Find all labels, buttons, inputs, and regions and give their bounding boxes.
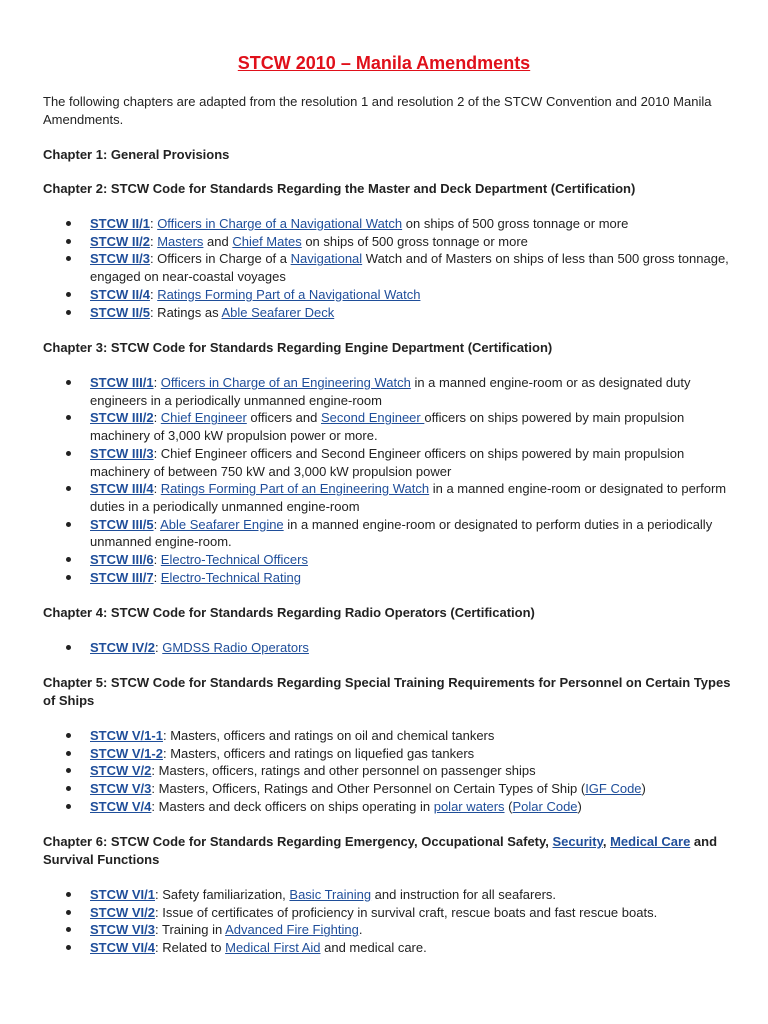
item-text: in a manned engine-room or designated to perform duties in a periodically unmanned engine-room. (90, 516, 713, 550)
list-item (43, 445, 743, 480)
stcw-code-link[interactable]: STCW III/6 (90, 552, 154, 568)
separator-text: : (153, 552, 161, 568)
item-link[interactable]: Ratings Forming Part of a Navigational Watch (157, 286, 421, 302)
separator-text: : (153, 375, 161, 390)
item-text: : Masters, Officers, Ratings and Other Personnel on Certain Types of Ship ( (151, 781, 586, 797)
item-text: : Officers in Charge of a (149, 251, 291, 267)
item-text: and (203, 233, 233, 249)
stcw-code-link[interactable]: STCW IV/2 (90, 640, 156, 655)
stcw-code-link[interactable]: STCW III/1 (90, 375, 154, 390)
page-title: STCW 2010 – Manila Amendments (237, 53, 531, 73)
item-text: Watch and of Masters on ships of less than 500 gross tonnage, engaged on near-coastal voyages (90, 251, 729, 285)
item-text: : Issue of certificates of proficiency in survival craft, rescue boats and fast rescue boats. (155, 904, 658, 920)
list-item (43, 780, 743, 798)
separator-text: : (153, 410, 161, 426)
chapter-6-list (43, 886, 743, 957)
list-item (43, 762, 743, 780)
item-text: on ships of 500 gross tonnage or more (402, 216, 629, 231)
chapter-2-heading: Chapter 2: STCW Code for Standards Regarding the Master and Deck Department (Certification) (43, 181, 636, 196)
list-item (43, 745, 743, 763)
item-text: ( (504, 798, 513, 814)
list-item (43, 921, 743, 939)
chapter-5-heading: Chapter 5: STCW Code for Standards Regarding Special Training Requirements for Personnel on Certain Types of Ships (43, 675, 731, 708)
item-text: officers on ships powered by main propulsion machinery of 3,000 kW propulsion power or more. (90, 410, 685, 444)
item-link[interactable]: Masters (157, 233, 204, 249)
stcw-code-link[interactable]: STCW V/1-2 (90, 745, 163, 761)
stcw-code-link[interactable]: STCW II/1 (90, 216, 150, 231)
stcw-code-link[interactable]: STCW III/5 (90, 516, 154, 532)
item-link[interactable]: Officers in Charge of an Engineering Watch (160, 375, 411, 390)
item-text: : Ratings as (149, 304, 222, 320)
list-item (43, 480, 743, 515)
item-link[interactable]: Ratings Forming Part of an Engineering Watch (160, 481, 430, 497)
item-text: . (358, 922, 363, 938)
stcw-code-link[interactable]: STCW V/3 (90, 781, 152, 797)
list-item (43, 250, 743, 285)
item-link[interactable]: Chief Mates (232, 233, 302, 249)
chapter-2-list (43, 215, 743, 321)
list-item (43, 304, 743, 322)
stcw-code-link[interactable]: STCW VI/2 (90, 904, 156, 920)
list-item (43, 798, 743, 816)
separator-text: : (153, 516, 161, 532)
item-link[interactable]: Polar Code (512, 798, 578, 814)
stcw-code-link[interactable]: STCW V/1-1 (90, 728, 163, 743)
list-item (43, 886, 743, 904)
separator-text: : (149, 233, 158, 249)
stcw-code-link[interactable]: STCW VI/1 (90, 887, 156, 902)
list-item (43, 639, 743, 657)
chapter-4-list (43, 639, 743, 657)
separator-text: : (153, 569, 161, 585)
item-link[interactable]: Advanced Fire Fighting (225, 922, 359, 938)
separator-text: : (153, 481, 161, 497)
item-link[interactable]: Medical First Aid (225, 940, 321, 956)
item-text: officers and (246, 410, 321, 426)
chapter-1-heading: Chapter 1: General Provisions (43, 147, 230, 162)
stcw-code-link[interactable]: STCW V/2 (90, 763, 152, 779)
item-link[interactable]: Able Seafarer Deck (221, 304, 335, 320)
stcw-code-link[interactable]: STCW II/5 (90, 304, 150, 320)
item-link[interactable]: Officers in Charge of a Navigational Watch (157, 216, 403, 231)
chapter-6-heading-separator: , (602, 834, 611, 849)
chapter-3-heading: Chapter 3: STCW Code for Standards Regarding Engine Department (Certification) (43, 340, 553, 355)
item-link[interactable]: Electro-Technical Officers (160, 552, 308, 568)
list-item (43, 939, 743, 957)
item-text: ) (641, 781, 646, 797)
item-link[interactable]: Navigational (290, 251, 363, 267)
separator-text: : (149, 286, 158, 302)
separator-text: : (149, 216, 158, 231)
list-item (43, 215, 743, 233)
list-item (43, 569, 743, 587)
item-text: : Masters, officers, ratings and other personnel on passenger ships (151, 763, 536, 779)
item-text: : Chief Engineer officers and Second Engineer officers on ships powered by main propulsion machinery of between 750 kW and 3,000 kW propulsion power (90, 445, 685, 479)
item-link[interactable]: Second Engineer (321, 410, 425, 426)
stcw-code-link[interactable]: STCW III/4 (90, 481, 154, 497)
chapter-6-heading-text: Chapter 6: STCW Code for Standards Regarding Emergency, Occupational Safety, (43, 834, 553, 849)
item-link[interactable]: IGF Code (585, 781, 642, 797)
list-item (43, 374, 743, 409)
item-link[interactable]: Electro-Technical Rating (160, 569, 301, 585)
medical-care-link[interactable]: Medical Care (610, 834, 691, 849)
list-item (43, 233, 743, 251)
stcw-code-link[interactable]: STCW II/3 (90, 251, 150, 267)
item-link[interactable]: Basic Training (289, 887, 372, 902)
list-item (43, 727, 743, 745)
list-item (43, 409, 743, 444)
item-text: : Masters and deck officers on ships operating in (151, 798, 434, 814)
item-text: : Training in (155, 922, 226, 938)
chapter-3-list (43, 374, 743, 586)
chapter-5-list (43, 727, 743, 816)
item-text: ) (577, 798, 582, 814)
chapter-4-heading: Chapter 4: STCW Code for Standards Regarding Radio Operators (Certification) (43, 605, 535, 620)
item-link[interactable]: polar waters (433, 798, 505, 814)
item-text: : Masters, officers and ratings on oil and chemical tankers (162, 728, 495, 743)
item-text: : Masters, officers and ratings on liquefied gas tankers (162, 745, 475, 761)
list-item (43, 904, 743, 922)
stcw-code-link[interactable]: STCW III/7 (90, 569, 154, 585)
stcw-code-link[interactable]: STCW VI/3 (90, 922, 156, 938)
item-text: in a manned engine-room or designated to perform duties in a periodically unmanned engine-room (90, 481, 727, 514)
item-text: : Related to (155, 940, 226, 956)
security-link[interactable]: Security (552, 834, 603, 849)
chapter-6-heading (43, 833, 733, 869)
item-link[interactable]: Able Seafarer Engine (160, 516, 284, 532)
item-link[interactable]: Chief Engineer (160, 410, 247, 426)
item-text: on ships of 500 gross tonnage or more (301, 233, 528, 249)
item-link[interactable]: GMDSS Radio Operators (162, 640, 309, 655)
separator-text: : (155, 640, 163, 655)
stcw-code-link[interactable]: STCW III/2 (90, 410, 154, 426)
stcw-code-link[interactable]: STCW VI/4 (90, 940, 156, 956)
intro-paragraph: The following chapters are adapted from the resolution 1 and resolution 2 of the STCW Convention and 2010 Manila Amendments. (43, 94, 712, 127)
stcw-code-link[interactable]: STCW V/4 (90, 798, 152, 814)
item-text: and medical care. (320, 940, 427, 956)
stcw-code-link[interactable]: STCW II/2 (90, 233, 150, 249)
item-text: and instruction for all seafarers. (371, 887, 557, 902)
item-text: : Safety familiarization, (155, 887, 290, 902)
stcw-code-link[interactable]: STCW III/3 (90, 445, 154, 461)
item-text: in a manned engine-room or as designated duty engineers in a periodically unmanned engine-room (90, 375, 691, 408)
list-item (43, 551, 743, 569)
list-item (43, 286, 743, 304)
list-item (43, 516, 743, 551)
stcw-code-link[interactable]: STCW II/4 (90, 286, 150, 302)
chapter-6-heading-tail: and Survival Functions (43, 834, 718, 867)
